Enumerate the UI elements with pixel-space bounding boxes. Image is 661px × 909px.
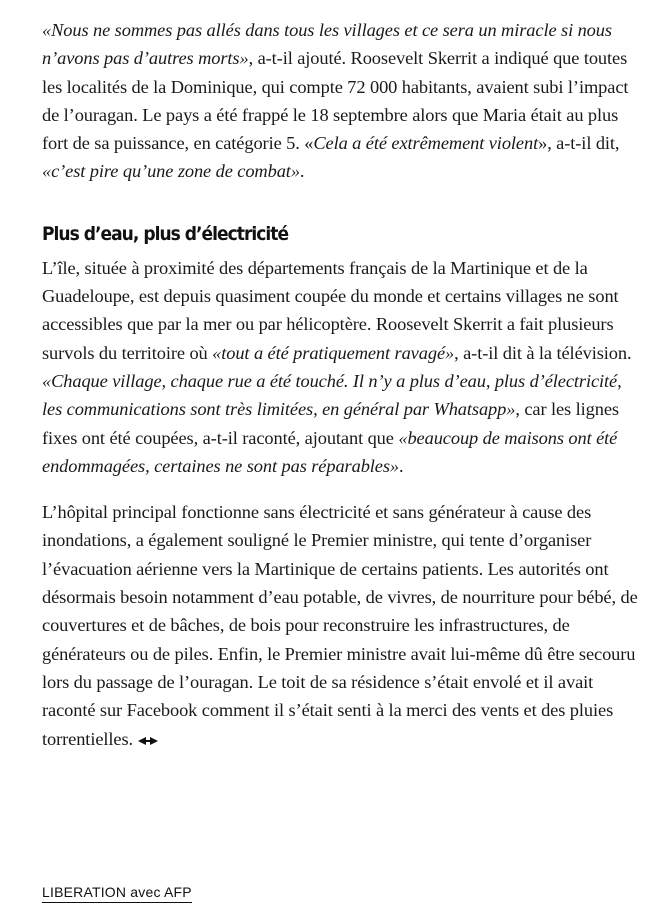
- body-text: .: [399, 455, 404, 476]
- quote-text: «c’est pire qu’une zone de combat»: [42, 161, 300, 182]
- article-paragraph-2: [42, 254, 646, 480]
- quote-text: «Chaque village, chaque rue a été touché. Il n’y a plus d’eau, plus d’électricité, les communications sont très limitées, en général par Whatsapp»: [42, 370, 622, 420]
- quote-text: «tout a été pratiquement ravagé»: [212, 342, 455, 363]
- section-heading: Plus d’eau, plus d’électricité: [42, 222, 289, 245]
- article-paragraph-3-text: L’hôpital principal fonctionne sans électricité et sans générateur à cause des inondations, a également souligné le Premier ministre, qui tente d’organiser l’évacuation aérienne vers la Martinique de certains patients. Les autorités ont désormais besoin notamment d’eau potable, de vivres, de nourriture pour bébé, de couvertures et de bâches, de bois pour reconstruire les infrastructures, de générateurs ou de piles. Enfin, le Premier ministre avait lui-même dû être secouru lors du passage de l’ouragan. Le toit de sa résidence s’était envolé et il avait raconté sur Facebook comment il s’était senti à la merci des vents et des pluies torrentielles.: [42, 502, 638, 749]
- article-body: [42, 16, 646, 754]
- body-text: L’île, située à proximité des départements français de la Martinique et de la Guadeloupe, est depuis quasiment coupée du monde et certains villages ne sont accessibles que par la mer ou par hélicoptère. Roosevelt Skerrit a fait plusieurs survols du territoire où: [42, 257, 619, 363]
- quote-text: «Nous ne sommes pas allés dans tous les villages et ce sera un miracle si nous n’avons pas d’autres morts»: [42, 20, 612, 69]
- body-text: », a-t-il dit,: [538, 133, 620, 154]
- body-text: .: [299, 161, 305, 182]
- end-of-article-mark-icon: [137, 726, 159, 754]
- article-paragraph-3: [42, 498, 646, 754]
- quote-text: «beaucoup de maisons ont été endommagées, certaines ne sont pas réparables»: [42, 427, 618, 476]
- article-paragraph-1: [42, 16, 646, 186]
- author-credit-link[interactable]: LIBERATION avec AFP: [42, 883, 192, 903]
- quote-text: Cela a été extrêmement violent: [313, 133, 539, 154]
- body-text: , a-t-il dit à la télévision.: [454, 342, 632, 363]
- body-text: , a-t-il ajouté. Roosevelt Skerrit a indiqué que toutes les localités de la Dominique, qui compte 72 000 habitants, avaient subi l’impact de l’ouragan. Le pays a été frappé le 18 septembre alors que Maria était au plus fort de sa puissance, en catégorie 5. «: [42, 48, 629, 154]
- body-text: , car les lignes fixes ont été coupées, a-t-il raconté, ajoutant que: [42, 399, 619, 448]
